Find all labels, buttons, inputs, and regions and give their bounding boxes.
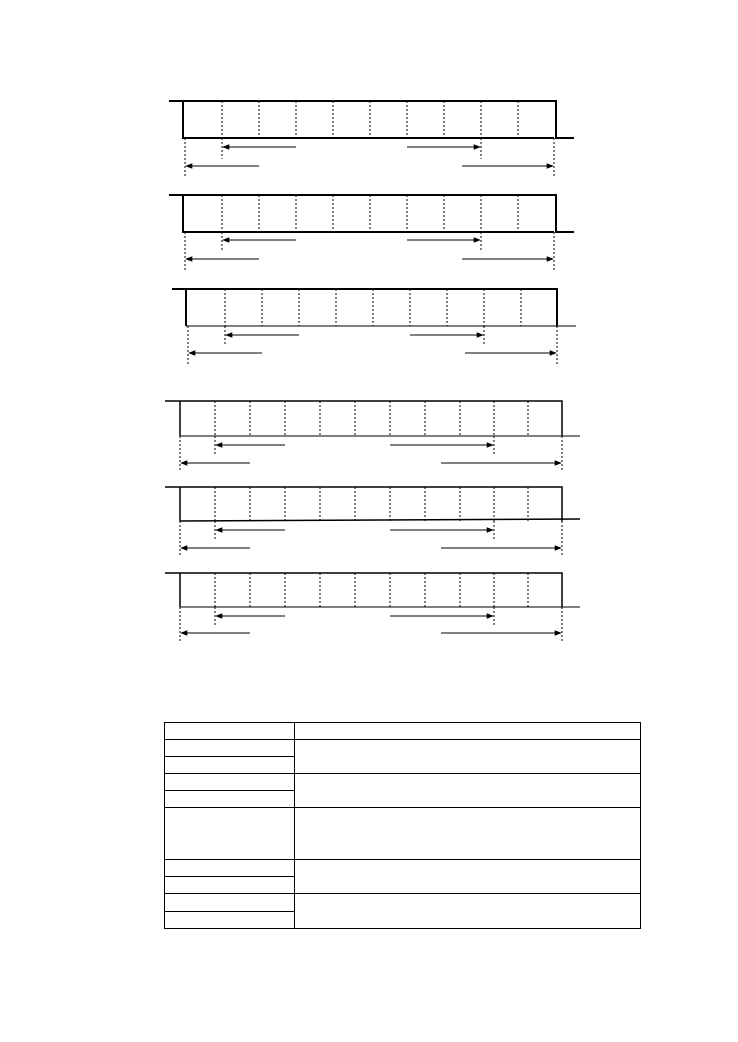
frame-signal-line bbox=[165, 487, 562, 521]
frame-10bit-2 bbox=[169, 195, 574, 270]
span-markers bbox=[185, 232, 554, 270]
frame-signal-line bbox=[172, 289, 557, 326]
span-arrows bbox=[181, 616, 561, 633]
bit-dividers bbox=[215, 487, 528, 521]
span-markers bbox=[188, 326, 557, 364]
bit-dividers bbox=[222, 195, 518, 232]
bit-dividers bbox=[215, 401, 528, 436]
span-markers bbox=[180, 521, 562, 557]
span-markers bbox=[180, 607, 562, 642]
span-arrows bbox=[186, 147, 553, 166]
frame-signal-line bbox=[169, 101, 574, 138]
span-arrows bbox=[181, 445, 561, 463]
span-markers bbox=[185, 138, 554, 177]
frame-11bit-4 bbox=[165, 401, 580, 472]
bit-dividers bbox=[215, 573, 528, 607]
span-arrows bbox=[189, 335, 556, 353]
frame-11bit-6 bbox=[165, 573, 580, 642]
frame-10bit-1 bbox=[169, 101, 574, 177]
span-arrows bbox=[186, 240, 553, 259]
bit-dividers bbox=[225, 289, 521, 326]
frame-signal-line bbox=[165, 573, 562, 607]
frame-signal-line bbox=[165, 401, 562, 436]
bit-dividers bbox=[222, 101, 518, 138]
frame-baseline bbox=[180, 519, 580, 521]
frame-signal-line bbox=[169, 195, 574, 232]
frame-10bit-3 bbox=[172, 289, 576, 364]
parameter-table bbox=[165, 723, 641, 929]
frame-11bit-5 bbox=[165, 487, 580, 557]
table-border bbox=[165, 723, 641, 929]
span-markers bbox=[180, 436, 562, 472]
span-arrows bbox=[181, 530, 561, 548]
